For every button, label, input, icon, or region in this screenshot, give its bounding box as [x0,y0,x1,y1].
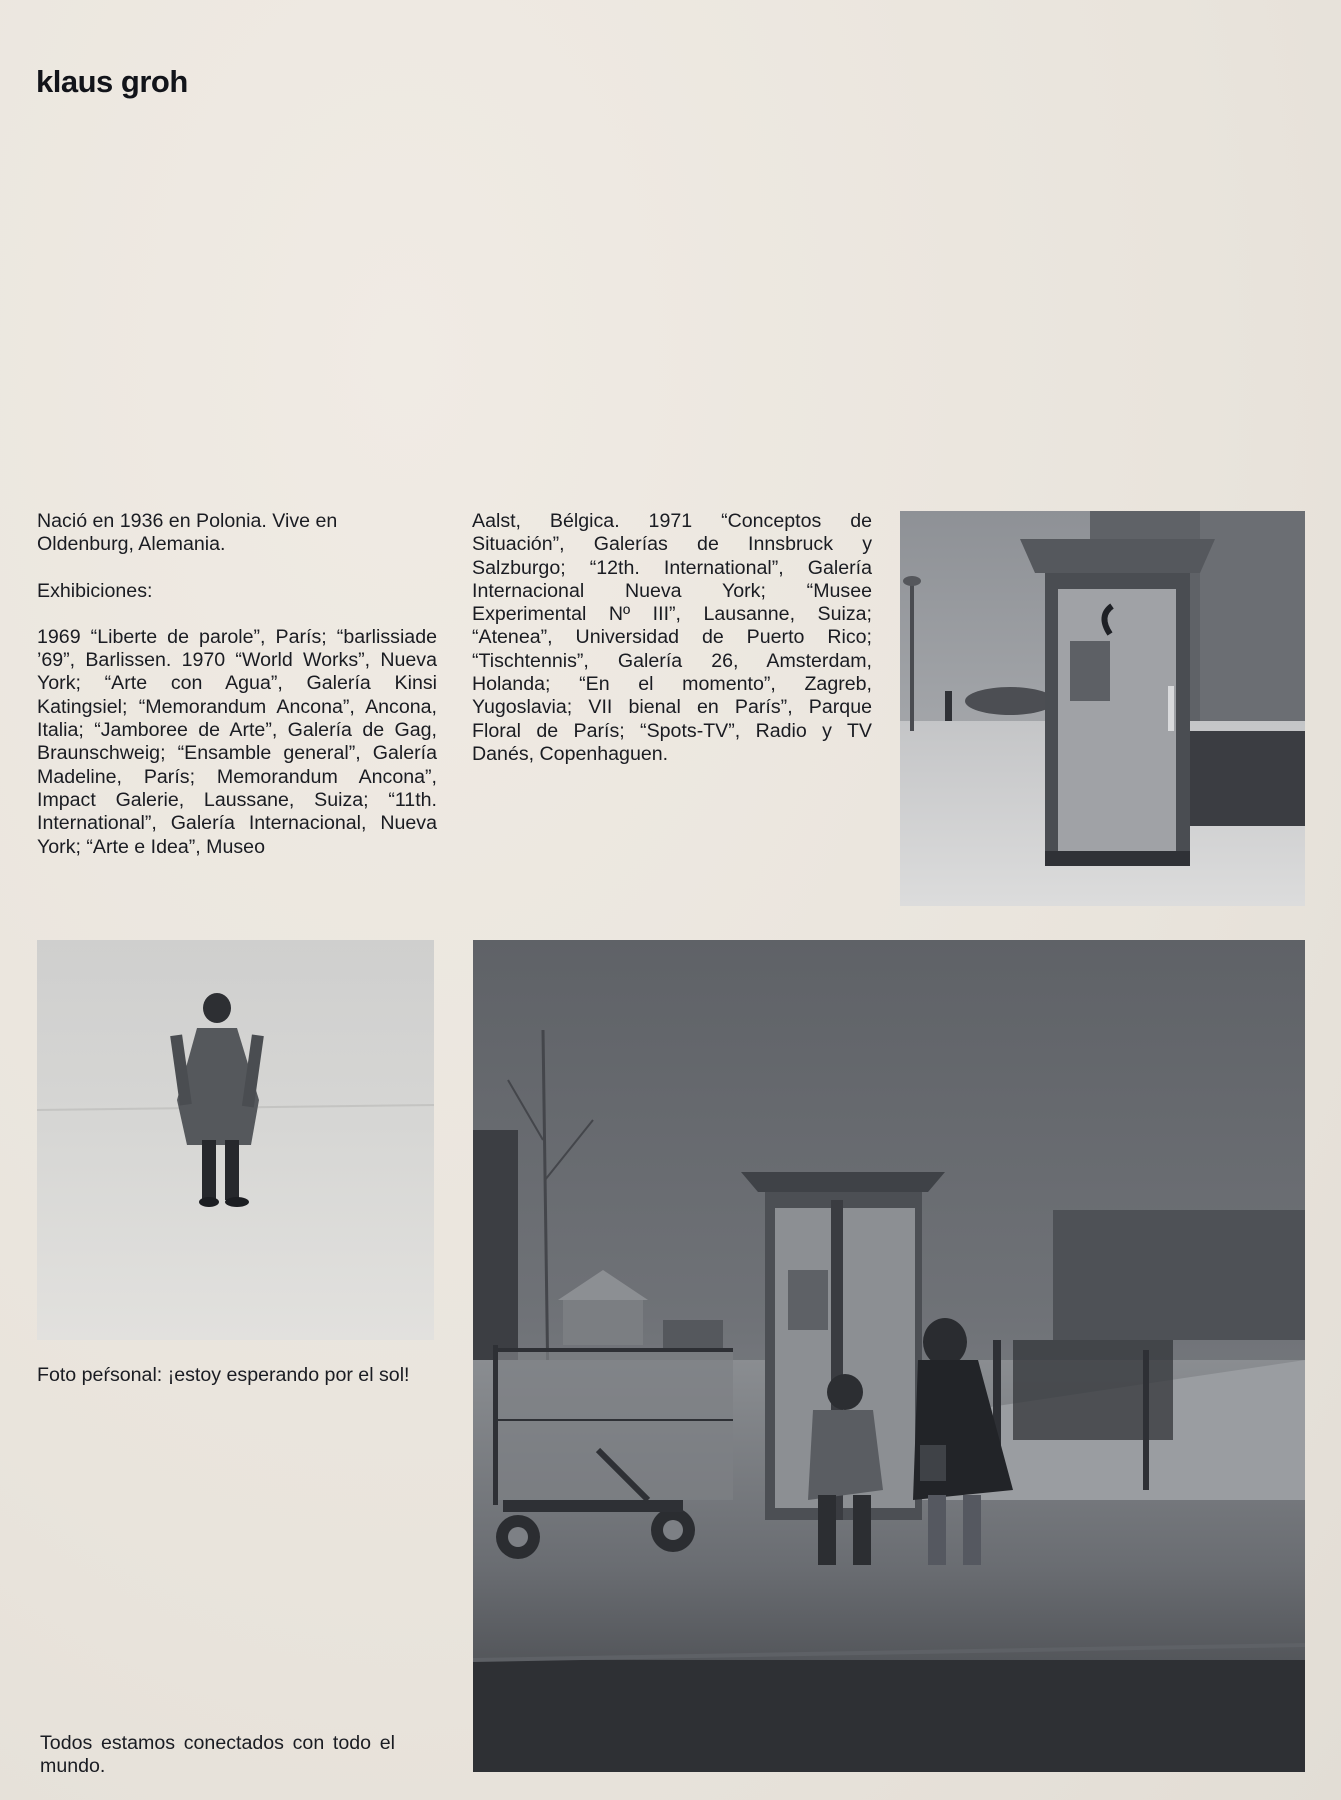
biography-column-left [37,510,437,882]
exhibitions-list-part2: Aalst, Bélgica. 1971 “Conceptos de Situación”, Galerías de Innsbruck y Salzburgo; “12th. International”, Galería Internacional Nueva York; “Musee Experimental Nº III”, Lausanne, Suiza; “Atenea”, Universidad de Puerto Rico; “Tischtennis”, Galería 26, Amsterdam, Holanda; “En el momento”, Zagreb, Yugoslavia; VII bienal en París”, Parque Floral de París; “Spots-TV”, Radio y TV Danés, Copenhaguen. [472,510,872,765]
exhibitions-list-part1: 1969 “Liberte de parole”, París; “barlissiade ’69”, Barlissen. 1970 “World Works”, Nueva York; “Arte con Agua”, Galería Kinsi Katingsiel; “Memorandum Ancona”, Ancona, Italia; “Jamboree de Arte”, Galería de Gag, Braunschweig; “Ensamble general”, Galería Madeline, París; Memorandum Ancona”, Impact Galerie, Laussane, Suiza; “11th. International”, Galería Internacional, Nueva York; “Arte e Idea”, Museo [37,625,437,858]
page-title: klaus groh [36,64,188,99]
exhibitions-heading: Exhibiciones: [37,579,153,602]
connected-caption: Todos estamos conectados con todo el mundo. [40,1732,395,1778]
birth-info: Nació en 1936 en Polonia. Vive en Oldenburg, Alemania. [37,510,338,556]
person-in-snow-photo [37,940,434,1340]
personal-photo-caption: Foto peŕsonal: ¡estoy esperando por el sol! [37,1364,410,1386]
phone-booth-photo [900,511,1305,906]
children-phone-booth-photo [473,940,1305,1772]
biography-column-right [472,510,872,789]
